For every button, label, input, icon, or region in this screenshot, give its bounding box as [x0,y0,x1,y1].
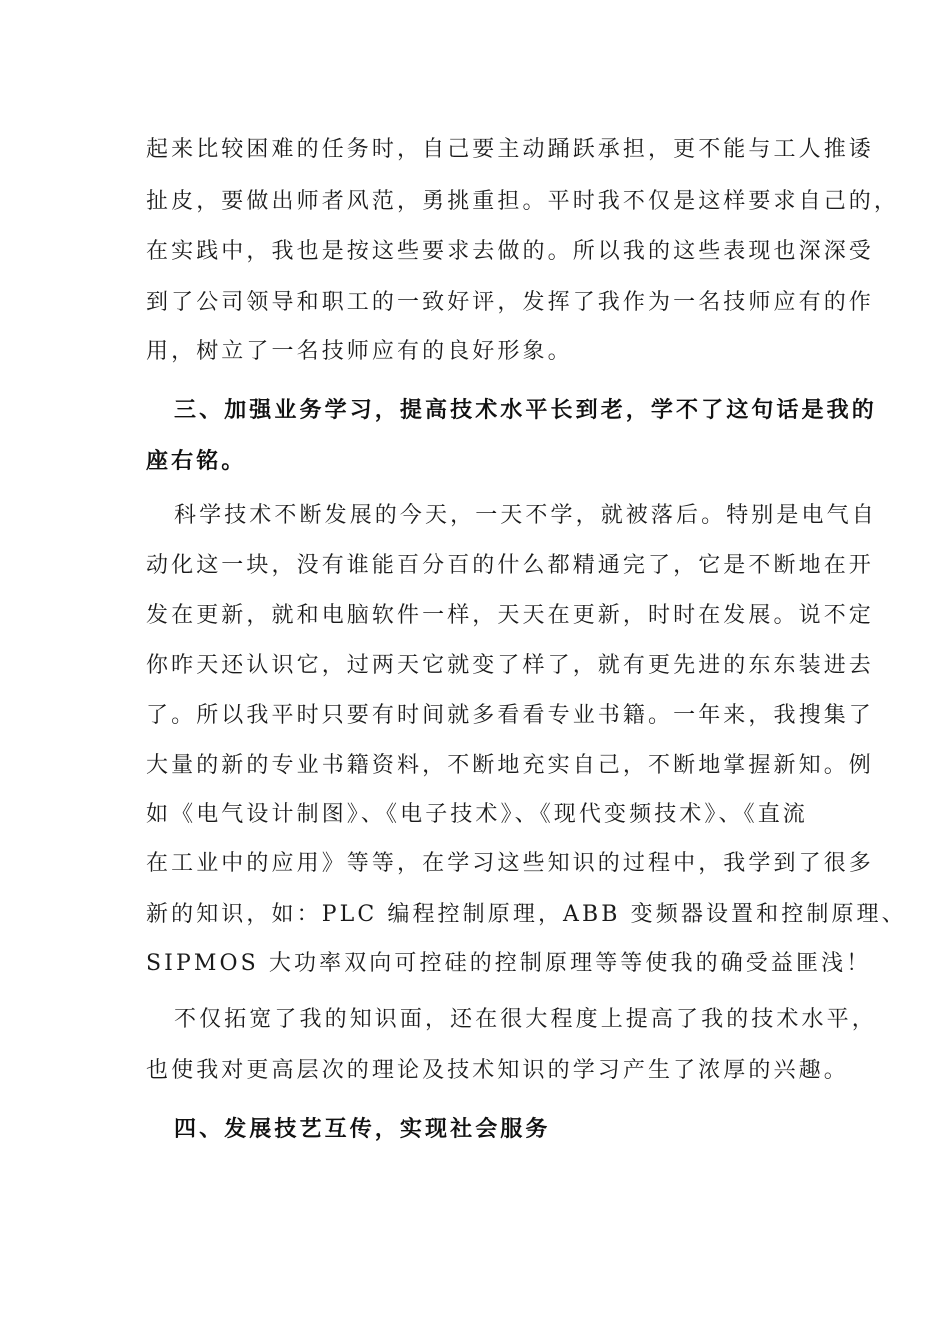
paragraph-line: 发在更新，就和电脑软件一样，天天在更新，时时在发展。说不定 [146,603,874,628]
paragraph-line: 如《电气设计制图》、《电子技术》、《现代变频技术》、《直流 [146,802,808,827]
paragraph-line: 动化这一块，没有谁能百分百的什么都精通完了，它是不断地在开 [146,553,874,578]
paragraph-line: 在工业中的应用》等等，在学习这些知识的过程中，我学到了很多 [146,851,874,876]
paragraph-line: 在实践中，我也是按这些要求去做的。所以我的这些表现也深深受 [146,239,874,264]
paragraph-line: SIPMOS 大功率双向可控硅的控制原理等等使我的确受益匪浅！ [146,951,872,976]
paragraph-line: 也使我对更高层次的理论及技术知识的学习产生了浓厚的兴趣。 [146,1058,849,1083]
paragraph-line: 到了公司领导和职工的一致好评，发挥了我作为一名技师应有的作 [146,290,874,315]
paragraph-line: 起来比较困难的任务时，自己要主动踊跃承担，更不能与工人推诿 [146,137,874,162]
paragraph-line: 不仅拓宽了我的知识面，还在很大程度上提高了我的技术水平， [174,1007,877,1032]
paragraph-line: 用，树立了一名技师应有的良好形象。 [146,339,573,364]
section-heading-3: 三、加强业务学习，提高技术水平长到老，学不了这句话是我的 [174,397,877,423]
paragraph-line: 科学技术不断发展的今天，一天不学，就被落后。特别是电气自 [174,503,877,528]
section-heading-4: 四、发展技艺互传，实现社会服务 [174,1116,551,1142]
paragraph-line: 大量的新的专业书籍资料，不断地充实自己，不断地掌握新知。例 [146,753,874,778]
section-heading-3-continued: 座右铭。 [146,448,247,474]
paragraph-line: 新的知识，如：PLC 编程控制原理，ABB 变频器设置和控制原理、 [146,902,907,927]
paragraph-line: 你昨天还认识它，过两天它就变了样了，就有更先进的东东装进去 [146,653,874,678]
paragraph-line: 了。所以我平时只要有时间就多看看专业书籍。一年来，我搜集了 [146,703,874,728]
paragraph-line: 扯皮，要做出师者风范，勇挑重担。平时我不仅是这样要求自己的， [146,189,900,214]
